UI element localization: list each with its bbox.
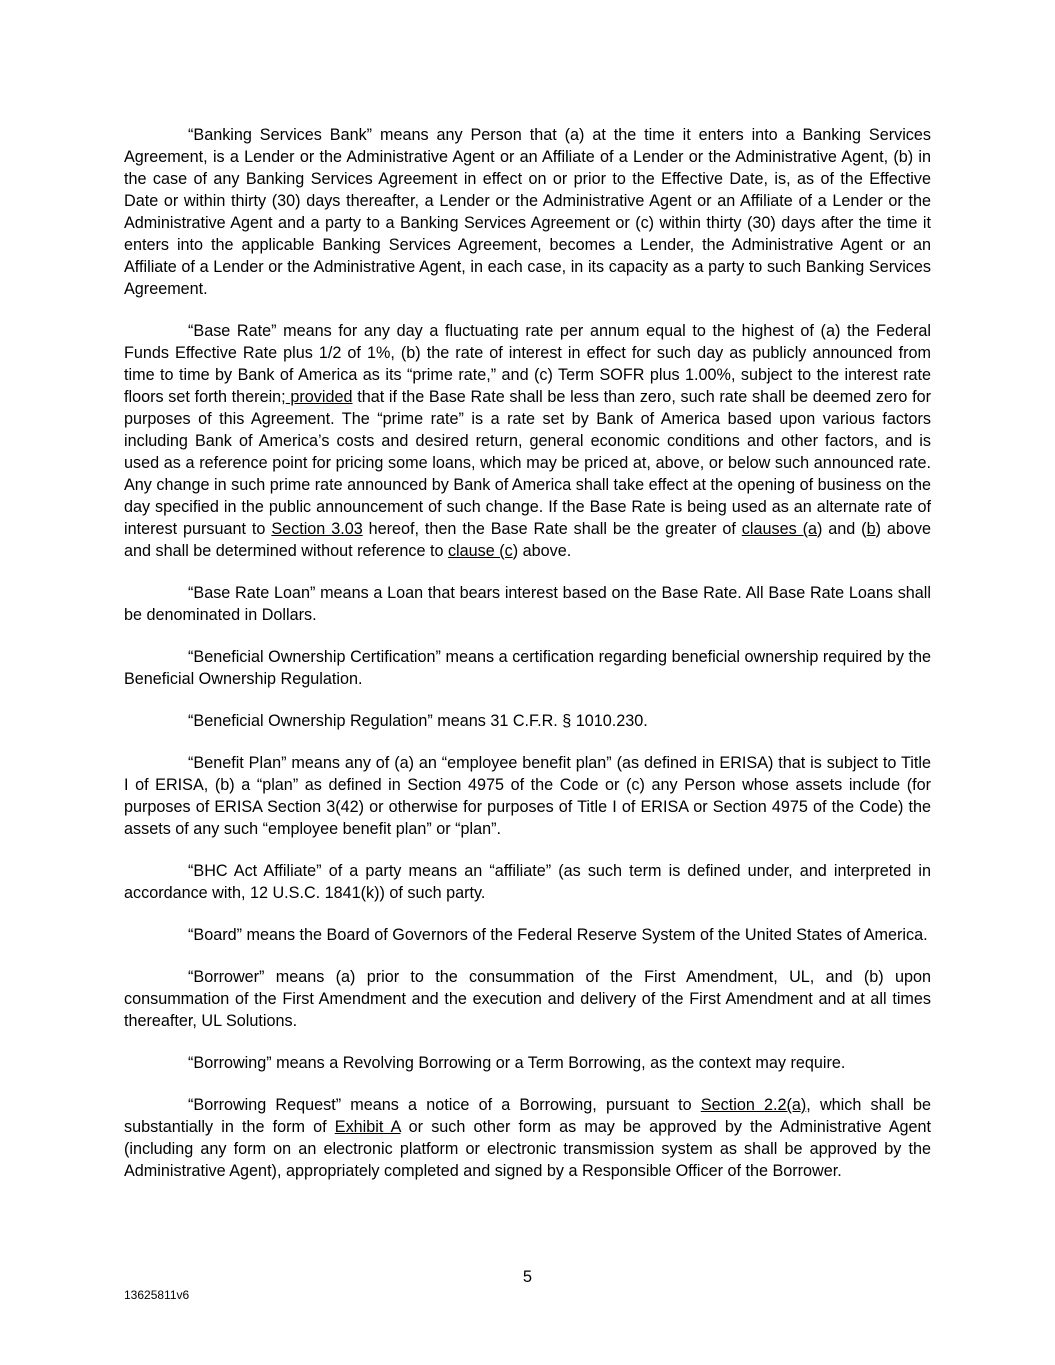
definition-borrowing: “Borrowing” means a Revolving Borrowing or a Term Borrowing, as the context may require. — [188, 1054, 846, 1072]
page-number: 5 — [522, 1268, 533, 1286]
section-3-03-link[interactable]: Section 3.03 — [271, 520, 363, 538]
definition-board: “Board” means the Board of Governors of the Federal Reserve System of the United States of America. — [188, 926, 928, 944]
definition-benefit-plan: “Benefit Plan” means any of (a) an “employee benefit plan” (as defined in ERISA) that is subject to Title I of ERISA, (b) a “plan” as defined in Section 4975 of the Code or (c) any Person whose assets include (for purposes of ERISA Section 3(42) or otherwise for purposes of Title I of ERISA or Section 4975 of the Code) the assets of any such “employee benefit plan” or “plan”. — [124, 754, 931, 838]
section-2-2-a-link[interactable]: Section 2.2(a) — [700, 1096, 807, 1114]
provided-term: provided — [285, 388, 353, 406]
definition-borrowing-request: “Borrowing Request” means a notice of a Borrowing, pursuant to Section 2.2(a), which shall be substantially in the form of Exhibit A or such other form as may be approved by the Administrative Agent (including any form on an electronic platform or electronic transmission system as shall be approved by the Administrative Agent), appropriately completed and signed by a Responsible Officer of the Borrower. — [124, 1096, 932, 1180]
definition-borrower: “Borrower” means (a) prior to the consummation of the First Amendment, UL, and (b) upon consummation of the First Amendment and the execution and delivery of the First Amendment and at all times thereafter, UL Solutions. — [124, 968, 931, 1030]
definition-banking-services-bank: “Banking Services Bank” means any Person that (a) at the time it enters into a Banking Services Agreement, is a Lender or the Administrative Agent or an Affiliate of a Lender or the Administrative Agent, (b) in the case of any Banking Services Agreement in effect on or prior to the Effective Date, is, as of the Effective Date or within thirty (30) days thereafter, a Lender or the Administrative Agent or an Affiliate of a Lender or the Administrative Agent and a party to a Banking Services Agreement or (c) within thirty (30) days after the time it enters into the applicable Banking Services Agreement, becomes a Lender, the Administrative Agent or an Affiliate of a Lender or the Administrative Agent, in each case, in its capacity as a party to such Banking Services Agreement. — [124, 126, 931, 298]
definition-beneficial-ownership-regulation: “Beneficial Ownership Regulation” means 31 C.F.R. § 1010.230. — [188, 712, 648, 730]
clauses-a-reference: clauses (a — [741, 520, 817, 538]
clause-c-reference: clause (c — [447, 542, 513, 560]
clause-b-reference: b — [866, 520, 876, 538]
exhibit-a-link[interactable]: Exhibit A — [334, 1118, 401, 1136]
definition-beneficial-ownership-certification: “Beneficial Ownership Certification” means a certification regarding beneficial ownership required by the Beneficial Ownership Regulation. — [124, 648, 931, 688]
definition-bhc-act-affiliate: “BHC Act Affiliate” of a party means an “affiliate” (as such term is defined under, and interpreted in accordance with, 12 U.S.C. 1841(k)) of such party. — [124, 862, 931, 902]
definition-base-rate: “Base Rate” means for any day a fluctuating rate per annum equal to the highest of (a) the Federal Funds Effective Rate plus 1/2 of 1%, (b) the rate of interest in effect for such day as publicly announced from time to time by Bank of America as its “prime rate,” and (c) Term SOFR plus 1.00%, subject to the interest rate floors set forth therein; provided that if the Base Rate shall be less than zero, such rate shall be deemed zero for purposes of this Agreement. The “prime rate” is a rate set by Bank of America based upon various factors including Bank of America’s costs and desired return, general economic conditions and other factors, and is used as a reference point for pricing some loans, which may be priced at, above, or below such announced rate. Any change in such prime rate announced by Bank of America shall take effect at the opening of business on the day specified in the public announcement of such change. If the Base Rate is being used as an alternate rate of interest pursuant to Section 3.03 hereof, then the Base Rate shall be the greater of clauses (a) and (b) above and shall be determined without reference to clause (c) above. — [124, 322, 932, 560]
definitions-section — [124, 124, 931, 1202]
definition-base-rate-loan: “Base Rate Loan” means a Loan that bears interest based on the Base Rate. All Base Rate Loans shall be denominated in Dollars. — [124, 584, 931, 624]
document-id: 13625811v6 — [124, 1288, 190, 1302]
